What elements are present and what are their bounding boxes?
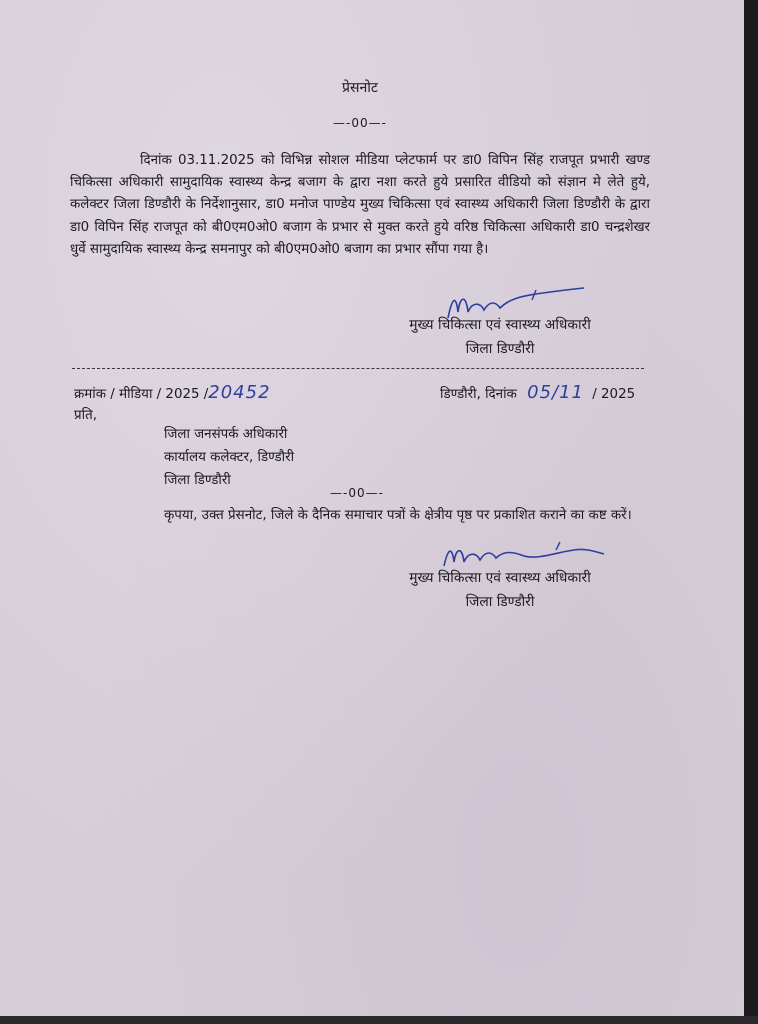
signatory-designation-2: मुख्य चिकित्सा एवं स्वास्थ्य अधिकारी [409, 570, 591, 586]
right-edge-border [744, 0, 758, 1024]
signature-block-1 [380, 313, 620, 361]
year-suffix: / 2025 [592, 387, 636, 402]
place-date-prefix: डिण्डौरी, दिनांक [440, 387, 517, 402]
signatory-district: जिला डिण्डौरी [465, 341, 535, 357]
separator: —-00—- [333, 116, 387, 130]
press-note-body: दिनांक 03.11.2025 को विभिन्न सोशल मीडिया प्लेटफार्म पर डा0 विपिन सिंह राजपूत प्रभारी खण्ड चिकित्सा अधिकारी सामुदायिक स्वास्थ्य केन्द्र बजाग के द्वारा नशा करते हुये प्रसारित वीडियो को संज्ञान मे लेते हुये, कलेक्टर जिला डिण्डौरी के निर्देशानुसार, डा0 मनोज पाण्डेय मुख्य चिकित्सा एवं स्वास्थ्य अधिकारी जिला डिण्डौरी के द्वारा डा0 विपिन सिंह राजपूत को बी0एम0ओ0 बजाग के प्रभार से मुक्त करते हुये वरिष्ठ चिकित्सा अधिकारी डा0 चन्द्रशेखर धुर्वे सामुदायिक स्वास्थ्य केन्द्र समनापुर को बी0एम0ओ0 बजाग का प्रभार सौंपा गया है। [70, 153, 650, 257]
signature-block-2 [380, 566, 620, 614]
to-label: प्रति, [74, 408, 97, 423]
addressee-block [164, 423, 294, 492]
reference-number-handwritten: 20452 [208, 382, 271, 403]
reference-prefix: क्रमांक / मीडिया / 2025 / [74, 387, 209, 402]
bottom-edge-border [0, 1016, 758, 1024]
addressee-line-2: कार्यालय कलेक्टर, डिण्डौरी [164, 450, 295, 465]
addressee-line-3: जिला डिण्डौरी [164, 473, 231, 488]
addressee-line-1: जिला जनसंपर्क अधिकारी [164, 427, 288, 442]
date-handwritten: 05/11 [527, 382, 584, 403]
place-date [440, 382, 635, 403]
request-paragraph: कृपया, उक्त प्रेसनोट, जिले के दैनिक समाचार पत्रों के क्षेत्रीय पृष्ठ पर प्रकाशित कराने का कष्ट करें। [164, 508, 632, 523]
signatory-district-2: जिला डिण्डौरी [465, 594, 535, 610]
separator-2: —-00—- [330, 486, 384, 500]
document-title: प्रेसनोट [342, 80, 378, 96]
signatory-designation: मुख्य चिकित्सा एवं स्वास्थ्य अधिकारी [409, 317, 591, 333]
reference-number [74, 382, 271, 403]
divider-line [72, 368, 644, 369]
